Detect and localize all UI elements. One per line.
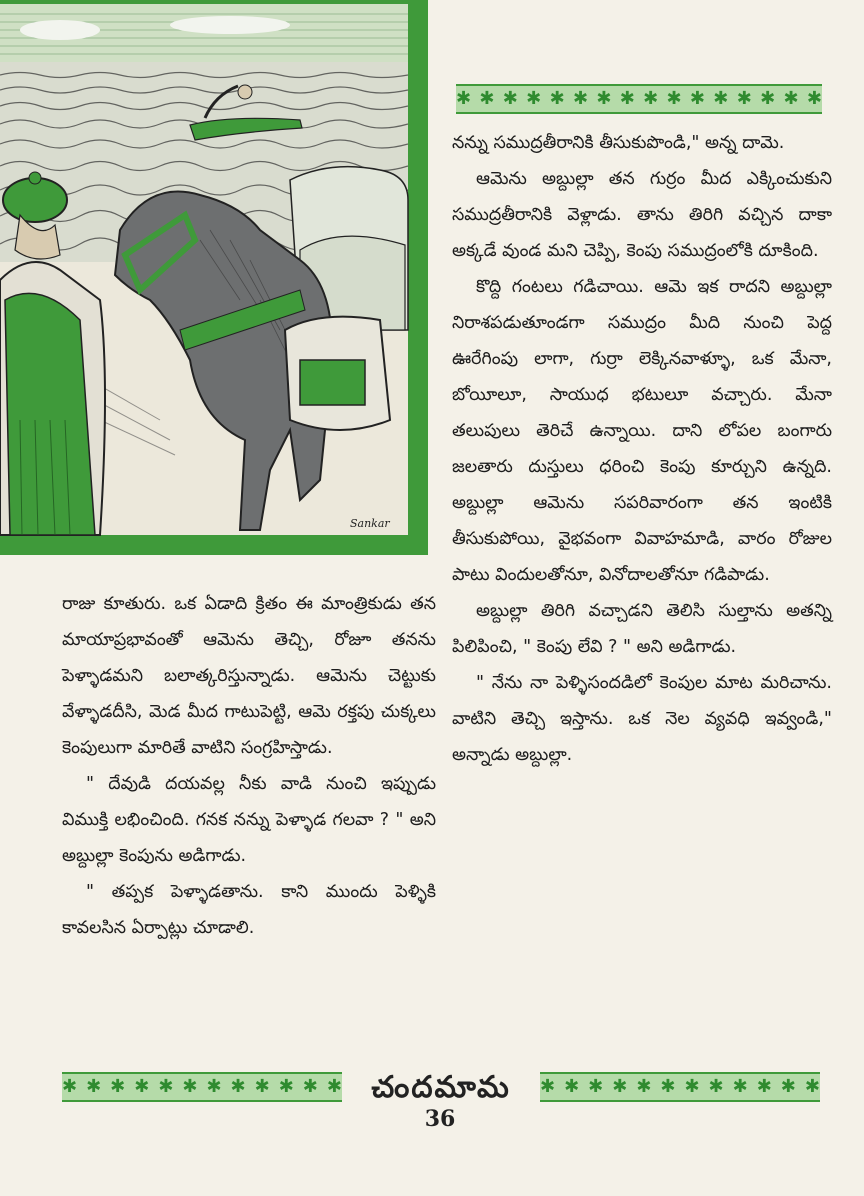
paragraph: " నేను నా పెళ్ళిసందడిలో కెంపుల మాట మరిచాను. వాటిని తెచ్చి ఇస్తాను. ఒక నెల వ్యవధి ఇవ్వండి," అన్నాడు అబ్దుల్లా.	[452, 673, 832, 765]
paragraph: " తప్పక పెళ్ళాడతాను. కాని ముందు పెళ్ళికి కావలసిన ఏర్పాట్లు చూడాలి.	[62, 882, 436, 938]
page-number: 36	[424, 1106, 456, 1132]
artist-signature: Sankar	[350, 517, 390, 530]
decorative-border-bottom-right: ✱ ✱ ✱ ✱ ✱ ✱ ✱ ✱ ✱ ✱ ✱ ✱	[540, 1072, 820, 1102]
paragraph: అబ్దుల్లా తిరిగి వచ్చాడని తెలిసి సుల్తాను అతన్ని పిలిపించి, " కెంపు లేవి ? " అని అడిగాడు.	[452, 601, 832, 657]
paragraph: ఆమెను అబ్దుల్లా తన గుర్రం మీద ఎక్కించుకుని సముద్రతీరానికి వెళ్లాడు. తాను తిరిగి వచ్చిన దాకా అక్కడే వుండ మని చెప్పి, కెంపు సముద్రంలోకి దూకింది.	[452, 169, 832, 261]
left-text-column	[62, 586, 436, 946]
story-illustration	[0, 0, 428, 555]
paragraph: " దేవుడి దయవల్ల నీకు వాడి నుంచి ఇప్పుడు విముక్తి లభించింది. గనక నన్ను పెళ్ళాడ గలవా ? " అని అబ్దుల్లా కెంపును అడిగాడు.	[62, 774, 436, 866]
decorative-border-top: ✱ ✱ ✱ ✱ ✱ ✱ ✱ ✱ ✱ ✱ ✱ ✱ ✱ ✱ ✱ ✱	[456, 84, 822, 114]
decorative-border-bottom-left: ✱ ✱ ✱ ✱ ✱ ✱ ✱ ✱ ✱ ✱ ✱ ✱	[62, 1072, 342, 1102]
paragraph: రాజు కూతురు. ఒక ఏడాది క్రితం ఈ మాంత్రికుడు తన మాయాప్రభావంతో ఆమెను తెచ్చి, రోజూ తనను పెళ్ళాడమని బలాత్కరిస్తున్నాడు. ఆమెను చెట్టుకు వేళ్ళాడదీసి, మెడ మీద గాటుపెట్టి, ఆమె రక్తపు చుక్కలు కెంపులుగా మారితే వాటిని సంగ్రహిస్తాడు.	[62, 594, 436, 758]
illustration-drawing	[0, 0, 428, 555]
magazine-title: చందమామ	[371, 1070, 511, 1105]
paragraph: కొద్ది గంటలు గడిచాయి. ఆమె ఇక రాదని అబ్దుల్లా నిరాశపడుతూండగా సముద్రం మీది నుంచి పెద్ద ఊరేగింపు లాగా, గుర్రా లెక్కినవాళ్ళూ, ఒక మేనా, బోయీలూ, సాయుధ భటులూ వచ్చారు. మేనా తలుపులు తెరిచే ఉన్నాయి. దాని లోపల బంగారు జలతారు దుస్తులు ధరించి కెంపు కూర్చుని ఉన్నది. అబ్దుల్లా ఆమెను సపరివారంగా తన ఇంటికి తీసుకుపోయి, వైభవంగా వివాహమాడి, వారం రోజుల పాటు విందులతోనూ, వినోదాలతోనూ గడిపాడు.	[452, 277, 832, 585]
right-text-column	[452, 125, 832, 773]
paragraph: నన్ను సముద్రతీరానికి తీసుకుపొండి," అన్న దామె.	[452, 133, 785, 153]
